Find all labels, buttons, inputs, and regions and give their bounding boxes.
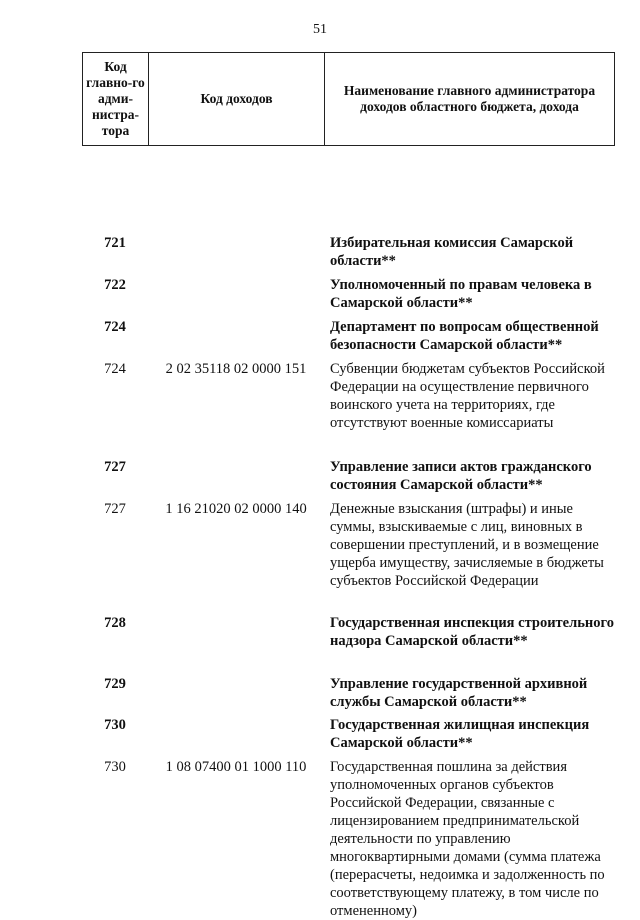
- revenue-code-cell: [148, 234, 324, 270]
- admin-code-cell: 727: [104, 459, 126, 475]
- revenue-code-cell: [148, 318, 324, 354]
- revenue-code-cell: [148, 276, 324, 312]
- admin-code-cell: 724: [104, 319, 126, 335]
- table-row: [82, 234, 615, 270]
- revenue-code-cell: [148, 675, 324, 711]
- name-cell: Субвенции бюджетам субъектов Российской Федерации на осуществление первичного воинского учета на территориях, где отсутствуют военные комиссариаты: [330, 361, 605, 431]
- name-cell: Управление записи актов гражданского состояния Самарской области**: [330, 459, 592, 493]
- header-revenue-code: Код доходов: [149, 53, 325, 145]
- admin-code-cell: 724: [104, 361, 126, 377]
- revenue-code-cell: [148, 458, 324, 494]
- admin-code-cell: 729: [104, 676, 126, 692]
- table-row: [82, 500, 615, 590]
- revenue-table: [82, 52, 615, 919]
- name-cell: Департамент по вопросам общественной безопасности Самарской области**: [330, 319, 599, 353]
- table-row: [82, 614, 615, 650]
- name-cell: Уполномоченный по правам человека в Самарской области**: [330, 277, 592, 311]
- name-cell: Государственная инспекция строительного надзора Самарской области**: [330, 615, 614, 649]
- table-row: [82, 360, 615, 432]
- table-row: [82, 758, 615, 920]
- name-cell: Избирательная комиссия Самарской области**: [330, 235, 574, 269]
- admin-code-cell: 730: [104, 759, 126, 775]
- table-row: [82, 716, 615, 752]
- table-row: [82, 276, 615, 312]
- admin-code-cell: 722: [104, 277, 126, 293]
- name-cell: Государственная жилищная инспекция Самарской области**: [330, 717, 590, 751]
- revenue-code-cell: 2 02 35118 02 0000 151: [165, 361, 307, 377]
- name-cell: Управление государственной архивной службы Самарской области**: [330, 676, 588, 710]
- table-row: [82, 675, 615, 711]
- revenue-code-cell: [148, 614, 324, 650]
- table-row: [82, 458, 615, 494]
- admin-code-cell: 728: [104, 615, 126, 631]
- admin-code-cell: 730: [104, 717, 126, 733]
- header-name: Наименование главного администратора доходов областного бюджета, дохода: [343, 83, 596, 114]
- name-cell: Государственная пошлина за действия уполномоченных органов субъектов Российской Федерации, связанные с лицензированием предпринимательской деятельности по управлению многоквартирными домами (сумма платежа (перерасчеты, недоимка и задолженность по соответствующему платежу, в том числе по отмененному): [330, 759, 605, 919]
- page-number: 51: [313, 22, 327, 37]
- revenue-code-cell: 1 16 21020 02 0000 140: [165, 501, 307, 517]
- table-header: [82, 52, 615, 146]
- admin-code-cell: 721: [104, 235, 126, 251]
- header-admin-code: Код главно-го адми-нистра-тора: [83, 53, 149, 145]
- table-row: [82, 318, 615, 354]
- name-cell: Денежные взыскания (штрафы) и иные суммы, взыскиваемые с лиц, виновных в совершении преступлений, и в возмещение ущерба имуществу, зачисляемые в бюджеты субъектов Российской Федерации: [330, 501, 604, 589]
- revenue-code-cell: [148, 716, 324, 752]
- admin-code-cell: 727: [104, 501, 126, 517]
- revenue-code-cell: 1 08 07400 01 1000 110: [165, 759, 307, 775]
